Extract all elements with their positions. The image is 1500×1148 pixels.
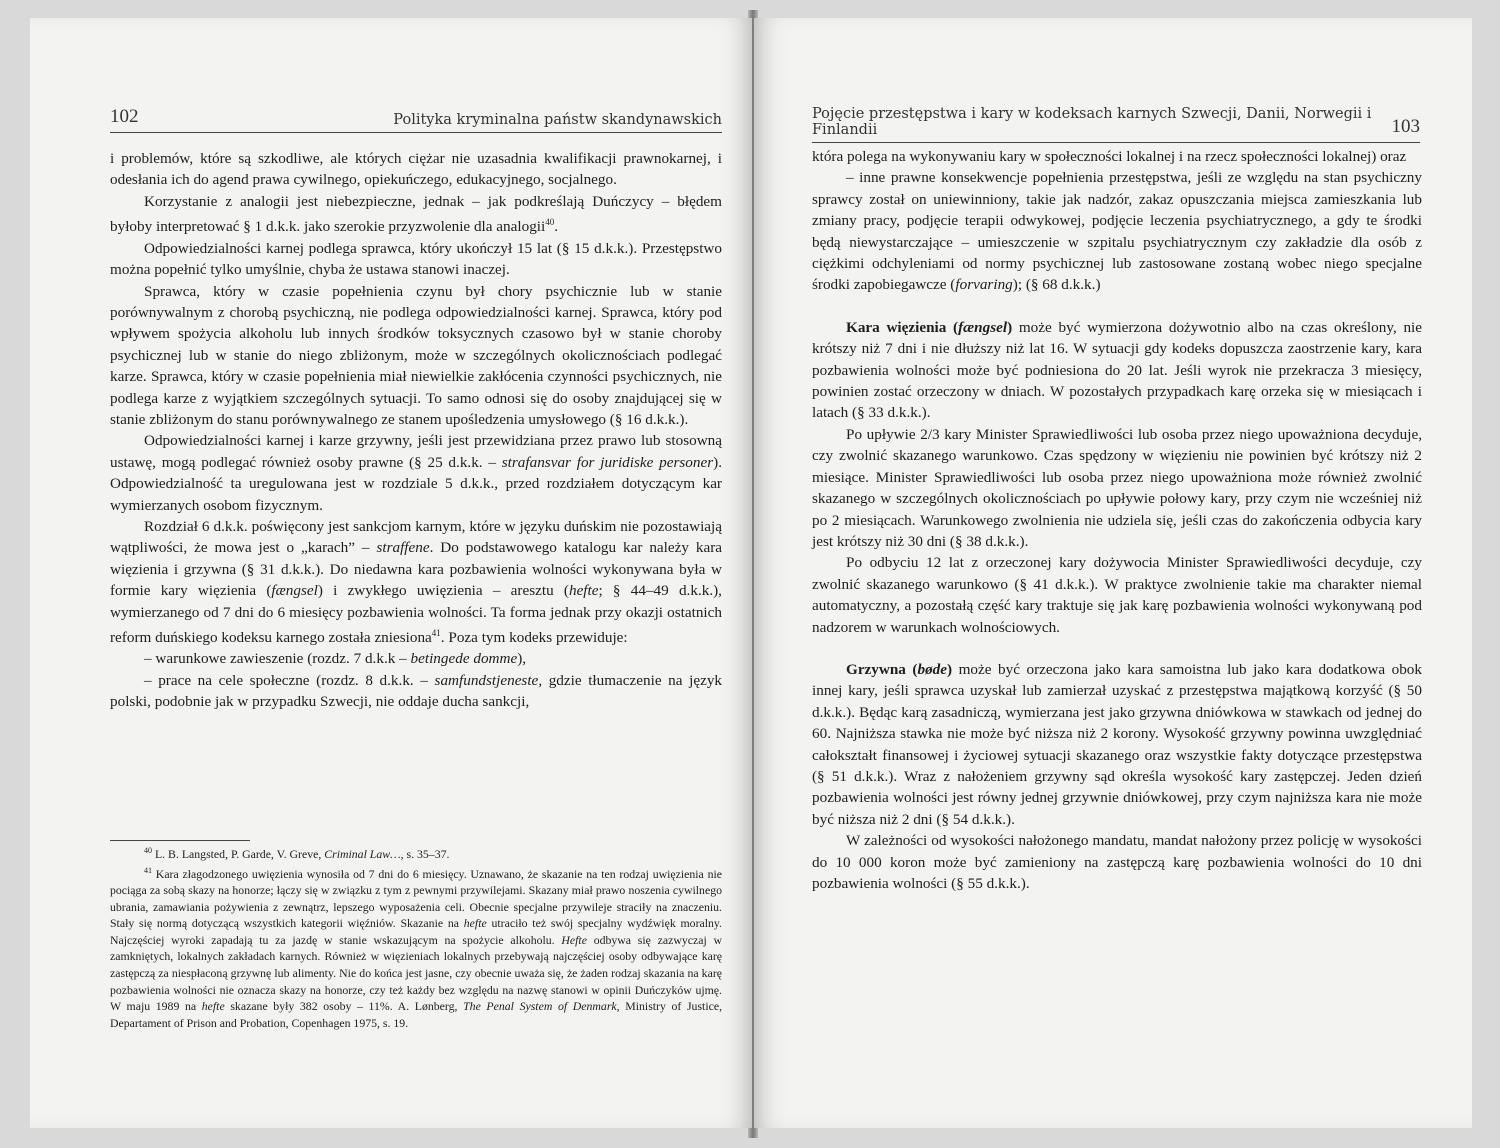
paragraph: Kara więzienia (fængsel) może być wymierzona dożywotnio albo na czas określony, nie krótszy niż 7 dni i nie dłuższy niż lat 16. W sytuacji gdy kodeks dopuszcza zaostrzenie kary, kara pozbawienia wolności może być podniesiona do 20 lat. Jeśli wyrok nie przekracza 3 miesięcy, powinien zostać orzeczony w dniach. W pozostałych przypadkach karę orzeka się w miesiącach i latach (§ 33 d.k.k.).: [812, 318, 1423, 422]
running-head: Polityka kryminalna państw skandynawskich: [393, 112, 722, 128]
right-body: [812, 146, 1422, 894]
footnotes: [110, 840, 722, 1031]
paragraph: Rozdział 6 d.k.k. poświęcony jest sankcjom karnym, które w języku duńskim nie pozostawiają wątpliwości, że mowa jest o „karach” – straffene. Do podstawowego katalogu kar należy kara więzienia i grzywna (§ 31 d.k.k.). Do niedawna kara pozbawienia wolności wykonywana była w formie kary więzienia (fængsel) i zwykłego uwięzienia – aresztu (hefte; § 44–49 d.k.k.), wymierzanego od 7 dni do 6 miesięcy pozbawienia wolności. Ta forma jednak przy okazji ostatnich reform duńskiego kodeksu karnego została zniesiona$^{41}$. Poza tym kodeks przewiduje:: [110, 517, 723, 647]
page-number: 102: [110, 106, 139, 127]
right-header: [812, 106, 1420, 143]
left-header: [110, 106, 722, 133]
paragraph: i problemów, które są szkodliwe, ale których ciężar nie uzasadnia kwalifikacji prawnokarnej, i odesłania ich do agend prawa cywilnego, opiekuńczego, edukacyjnego, socjalnego.: [110, 150, 722, 189]
footnote-rule: [110, 840, 250, 841]
paragraph: Odpowiedzialności karnej i karze grzywny, jeśli jest przewidziana przez prawo lub stosowną ustawę, mogą podlegać również osoby prawne (§ 25 d.k.k. – strafansvar for juridiske personer). Odpowiedzialność ta uregulowana jest w rozdziale 5 d.k.k., przed rozdziałem dotyczącym kar wymierzanych osobom fizycznym.: [110, 432, 723, 514]
section-heading-kara-wiezienia: Kara więzienia (fængsel): [846, 318, 1013, 336]
page-number: 103: [1391, 116, 1420, 137]
footnote-40: $^{40}$ L. B. Langsted, P. Garde, V. Greve, Criminal Law…, s. 35–37.: [144, 846, 450, 861]
list-item: – warunkowe zawieszenie (rozdz. 7 d.k.k – betingede domme),: [144, 650, 527, 668]
left-page: [30, 18, 752, 1128]
paragraph: Po upływie 2/3 kary Minister Sprawiedliwości lub osoba przez niego upoważniona decyduje, czy zwolnić skazanego warunkowo. Czas spędzony w więzieniu nie powinien być krótszy niż 2 miesiące. Minister Sprawiedliwości lub osoba przez niego upoważniona może również zwolnić skazanego w szczególnych okolicznościach po upływie połowy kary, przy czym nie wcześniej niż po 2 miesiącach. Warunkowego zwolnienia nie udziela się, jeśli czas do zakończenia odbycia kary jest krótszy niż 30 dni (§ 38 d.k.k.).: [812, 425, 1422, 550]
paragraph: Po odbyciu 12 lat z orzeczonej kary dożywocia Minister Sprawiedliwości decyduje, czy zwolnić skazanego warunkowo (§ 41 d.k.k.). W praktyce zwolnienie takie ma charakter niemal automatyczny, a pozostałą część kary traktuje się jak karę pozbawienia wolności wykonywaną pod nadzorem w warunkach wolnościowych.: [812, 554, 1422, 636]
paragraph: Sprawca, który w czasie popełnienia czynu był chory psychicznie lub w stanie porównywalnym z chorobą psychiczną, nie podlega odpowiedzialności karnej. Sprawca, który pod wpływem spożycia alkoholu lub innych środków toksycznych czasowo był w stanie choroby psychicznej lub w stanie do niego zbliżonym, może w szczególnych okolicznościach podlegać karze. Sprawca, który w czasie popełnienia miał niewielkie zakłócenia czynności psychicznych, nie podlega karze z wyjątkiem szczególnych sytuacji. To samo odnosi się do osoby znajdującej się w stanie zbliżonym do stanu porównywalnego ze stanem upośledzenia umysłowego (§ 16 d.k.k.).: [110, 282, 722, 428]
running-head: Pojęcie przestępstwa i kary w kodeksach karnych Szwecji, Danii, Norwegii i Finlandii: [812, 106, 1372, 138]
paragraph: Grzywna (bøde) może być orzeczona jako kara samoistna lub jako kara dodatkowa obok innej kary, jeśli sprawca uzyskał lub zamierzał uzyskać z przestępstwa majątkową korzyść (§ 50 d.k.k.). Będąc karą zasadniczą, wymierzana jest jako grzywna dniówkowa w stawkach od jednej do 60. Najniższa stawka nie może być niższa niż 2 korony. Wysokość grzywny powinna uwzględniać całokształt finansowej i życiowej sytuacji skazanego oraz wszystkie fakty dotyczące przestępstwa (§ 51 d.k.k.). Wraz z nałożeniem grzywny sąd określa wysokość kary zastępczej. Jeden dzień pozbawienia wolności jest równy jednej grzywnie dniówkowej, przy czym najniższa kara nie może być niższa niż 2 dni (§ 54 d.k.k.).: [812, 660, 1422, 828]
left-body: [110, 148, 722, 713]
section-heading-grzywna: Grzywna (bøde): [846, 660, 953, 678]
list-item: – inne prawne konsekwencje popełnienia przestępstwa, jeśli ze względu na stan psychiczny sprawcy został on uniewinniony, takie jak nadzór, zakaz opuszczania miejsca zamieszkania lub zmiany pracy, podjęcie terapii odwykowej, podjęcie leczenia psychiatrycznego, a gdy te środki będą niewystarczające – umieszczenie w szpitalu psychiatrycznym czy zakładzie dla osób z ciężkimi odchyleniami od normy psychicznej lub zastosowane zostaną wobec niego specjalne środki zapobiegawcze (forvaring); (§ 68 d.k.k.): [812, 169, 1422, 294]
right-page: [754, 18, 1472, 1128]
footnote-ref[interactable]: 40: [545, 217, 555, 228]
paragraph: która polega na wykonywaniu kary w społeczności lokalnej i na rzecz społeczności lokalnej) oraz: [812, 148, 1407, 165]
paragraph: W zależności od wysokości nałożonego mandatu, mandat nałożony przez policję w wysokości do 10 000 koron może być zamieniony na zastępczą karę pozbawienia wolności do 10 dni pozbawienia wolności (§ 55 d.k.k.).: [812, 832, 1422, 892]
paragraph: Korzystanie z analogii jest niebezpieczne, jednak – jak podkreślają Duńczycy – błędem byłoby interpretować § 1 d.k.k. jako szerokie przyzwolenie dla analogii$^{40}$.: [110, 192, 722, 236]
footnote-41: $^{41}$ Kara złagodzonego uwięzienia wynosiła od 7 dni do 6 miesięcy. Uznawano, że skazanie na ten rodzaj uwięzienia nie pociąga za sobą skazy na honorze; łączy się w związku z tym z pewnymi przywilejami. Skazany miał prawo noszenia cywilnego ubrania, zamawiania pożywienia z zewnątrz, lepszego wyposażenia celi. Obecnie specjalne przywileje straciły na znaczeniu. Stały się normą dotyczącą wszystkich kategorii więźniów. Skazanie na hefte utraciło też swój specjalny wydźwięk moralny. Najczęściej wyroki zapadają tu za jazdę w stanie wskazującym na spożycie alkoholu. Hefte odbywa się zazwyczaj w zamkniętych, lokalnych zakładach karnych. Również w więzieniach lokalnych przebywają najczęściej osoby odbywające karę zastępczą za niespłaconą grzywnę lub alimenty. Nie do końca jest jasne, czy obecnie uważa się, że żaden rodzaj skazania na karę pozbawienia wolności nie oznacza skazy na honorze, czy też każdy bez względu na nazwę stanowi w opinii Duńczyków ujmę. W maju 1989 na hefte skazane były 382 osoby – 11%. A. Lønberg, The Penal System of Denmark, Ministry of Justice, Departament of Prison and Probation, Copenhagen 1975, s. 19.: [110, 865, 723, 1030]
footnote-ref[interactable]: 41: [431, 628, 441, 638]
list-item: – prace na cele społeczne (rozdz. 8 d.k.k. – samfundstjeneste, gdzie tłumaczenie na język polski, podobnie jak w przypadku Szwecji, nie oddaje ducha sankcji,: [110, 671, 723, 711]
paragraph: Odpowiedzialności karnej podlega sprawca, który ukończył 15 lat (§ 15 d.k.k.). Przestępstwo można popełnić tylko umyślnie, chyba że ustawa stanowi inaczej.: [110, 239, 722, 279]
